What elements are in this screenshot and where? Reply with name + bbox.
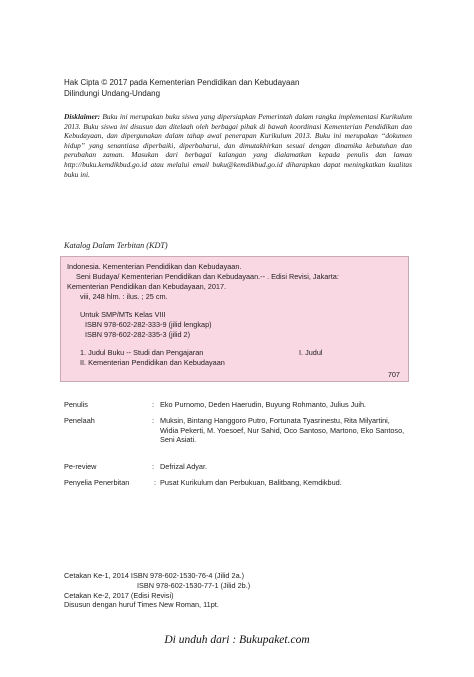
print-line: Cetakan Ke-2, 2017 (Edisi Revisi) (64, 590, 174, 600)
kdt-class-code: 707 (387, 370, 400, 379)
copyright-block (64, 77, 299, 99)
kdt-catalog-box (60, 256, 409, 382)
credit-value: Muksin, Bintang Hanggoro Putro, Fortunata Tyasrinestu, Rita Milyartini, Widia Pekerti, M. Yoesoef, Nur Sahid, Oco Santoso, Martono, Eko Santoso, Seni Asiati. (160, 416, 405, 445)
kdt-line: Kementerian Pendidikan dan Kebudayaan, 2017. (67, 282, 227, 291)
kdt-line: Indonesia. Kementerian Pendidikan dan Kebudayaan. (67, 262, 242, 271)
credit-label: Penyelia Penerbitan (64, 478, 130, 487)
credit-label: Penulis (64, 400, 88, 409)
credit-value: Defrizal Adyar. (160, 462, 208, 471)
kdt-subject: II. Kementerian Pendidikan dan Kebudayaan (80, 358, 225, 367)
credit-value: Eko Purnomo, Deden Haerudin, Buyung Rohmanto, Julius Juih. (160, 400, 367, 409)
print-line: Cetakan Ke-1, 2014 ISBN 978-602-1530-76-4 (Jilid 2a.) (64, 571, 245, 580)
kdt-isbn: ISBN 978-602-282-333-9 (jilid lengkap) (85, 320, 212, 329)
kdt-line: viii, 248 hlm. : ilus. ; 25 cm. (80, 292, 168, 301)
disclaimer-paragraph (64, 112, 412, 179)
credit-colon: : (154, 478, 157, 487)
kdt-subject-right: I. Judul (299, 348, 323, 357)
printing-history (64, 571, 250, 610)
credit-label: Penelaah (64, 416, 95, 425)
protection-line: Dilindungi Undang-Undang (64, 89, 161, 98)
disclaimer-text: Buku ini merupakan buku siswa yang dipersiapkan Pemerintah dalam rangka implementasi Kurikulum 2013. Buku siswa ini disusun dan ditelaah oleh berbagai pihak di bawah koordinasi Kementerian Pendidikan dan Kebudayaan, dan dipergunakan dalam tahap awal penerapan Kurikulum 2013. Buku ini merupakan “dokumen hidup” yang senantiasa diperbaiki, diperbaharui, dan dimutakhirkan sesuai dengan dinamika kebutuhan dan perubahan zaman. Masukan dari berbagai kalangan yang dialamatkan kepada penulis dan laman http://buku.kemdikbud.go.id atau melalui email buku@kemdikbud.go.id diharapkan dapat meningkatkan kualitas buku ini. (64, 112, 412, 179)
credit-label: Pe-review (64, 462, 97, 471)
credit-value: Pusat Kurikulum dan Perbukuan, Balitbang, Kemdikbud. (160, 478, 342, 487)
kdt-heading: Katalog Dalam Terbitan (KDT) (64, 241, 168, 250)
credit-colon: : (152, 416, 155, 425)
kdt-isbn: ISBN 978-602-282-335-3 (jilid 2) (85, 330, 191, 339)
typeface-note: Disusun dengan huruf Times New Roman, 11pt. (64, 600, 219, 610)
disclaimer-label: Disklaimer: (64, 112, 101, 121)
credit-colon: : (152, 400, 155, 409)
copyright-line: Hak Cipta © 2017 pada Kementerian Pendidikan dan Kebudayaan (64, 78, 300, 87)
download-source-note: Di unduh dari : Bukupaket.com (164, 634, 310, 646)
kdt-subject: 1. Judul Buku -- Studi dan Pengajaran (80, 348, 204, 357)
print-line: ISBN 978-602-1530-77-1 (Jilid 2b.) (137, 580, 251, 590)
credit-colon: : (152, 462, 155, 471)
kdt-line: Seni Budaya/ Kementerian Pendidikan dan Kebudayaan.-- . Edisi Revisi, Jakarta: (76, 272, 339, 281)
kdt-line: Untuk SMP/MTs Kelas VIII (80, 310, 166, 319)
